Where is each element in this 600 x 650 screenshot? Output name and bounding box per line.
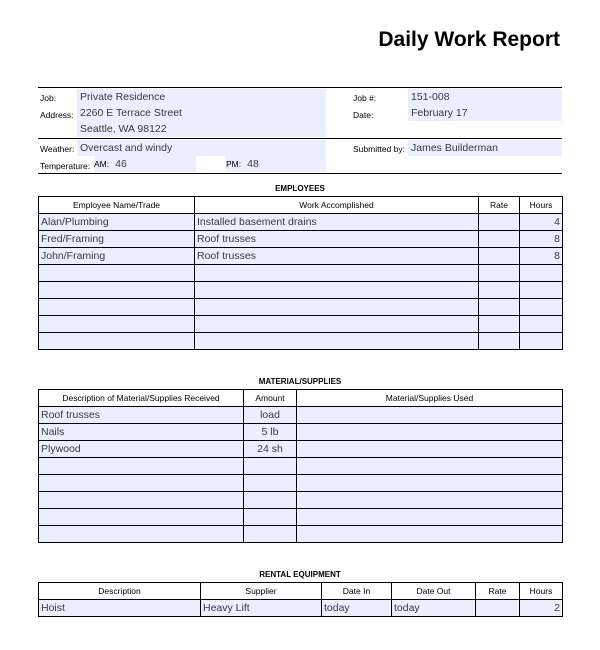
material-received-cell[interactable]: Nails bbox=[39, 424, 244, 441]
material-used-cell[interactable] bbox=[297, 424, 563, 441]
hours-cell[interactable] bbox=[520, 265, 563, 282]
column-header: Material/Supplies Used bbox=[297, 390, 563, 407]
amount-cell[interactable] bbox=[244, 526, 297, 543]
employee-name-cell[interactable] bbox=[39, 316, 195, 333]
hours-cell[interactable]: 8 bbox=[520, 248, 563, 265]
work-cell[interactable] bbox=[195, 316, 479, 333]
column-header: Amount bbox=[244, 390, 297, 407]
supplier-cell[interactable]: Heavy Lift bbox=[201, 600, 322, 617]
column-header: Date Out bbox=[392, 583, 476, 600]
employees-table bbox=[38, 196, 563, 350]
column-header: Employee Name/Trade bbox=[39, 197, 195, 214]
material-received-cell[interactable] bbox=[39, 492, 244, 509]
rental-table bbox=[38, 582, 563, 617]
hours-cell[interactable] bbox=[520, 299, 563, 316]
work-cell[interactable] bbox=[195, 299, 479, 316]
rate-cell[interactable] bbox=[479, 265, 520, 282]
rate-cell[interactable] bbox=[479, 333, 520, 350]
material-used-cell[interactable] bbox=[297, 526, 563, 543]
column-header: Description bbox=[39, 583, 201, 600]
table-header-row bbox=[39, 197, 563, 214]
temperature-am-field[interactable] bbox=[94, 156, 196, 172]
column-header: Rate bbox=[479, 197, 520, 214]
table-row bbox=[39, 424, 563, 441]
rate-cell[interactable] bbox=[476, 600, 520, 617]
rate-cell[interactable] bbox=[479, 282, 520, 299]
hours-cell[interactable]: 4 bbox=[520, 214, 563, 231]
work-cell[interactable] bbox=[195, 282, 479, 299]
table-row bbox=[39, 509, 563, 526]
material-used-cell[interactable] bbox=[297, 458, 563, 475]
table-row bbox=[39, 333, 563, 350]
column-header: Work Accomplished bbox=[195, 197, 479, 214]
table-row bbox=[39, 265, 563, 282]
material-used-cell[interactable] bbox=[297, 509, 563, 526]
column-header: Hours bbox=[520, 583, 563, 600]
rate-cell[interactable] bbox=[479, 299, 520, 316]
material-received-cell[interactable] bbox=[39, 475, 244, 492]
material-received-cell[interactable]: Plywood bbox=[39, 441, 244, 458]
temperature-pm-field[interactable] bbox=[226, 156, 326, 172]
materials-section-title: MATERIAL/SUPPLIES bbox=[258, 377, 342, 386]
hours-cell[interactable] bbox=[520, 333, 563, 350]
amount-cell[interactable] bbox=[244, 509, 297, 526]
employee-name-cell[interactable]: Alan/Plumbing bbox=[39, 214, 195, 231]
work-cell[interactable] bbox=[195, 333, 479, 350]
column-header: Supplier bbox=[201, 583, 322, 600]
header-mid-rule bbox=[38, 138, 562, 139]
material-received-cell[interactable] bbox=[39, 509, 244, 526]
address-label: Address: bbox=[40, 110, 74, 120]
material-received-cell[interactable]: Roof trusses bbox=[39, 407, 244, 424]
address-line2-field[interactable]: Seattle, WA 98122 bbox=[77, 121, 326, 137]
column-header: Description of Material/Supplies Received bbox=[39, 390, 244, 407]
amount-cell[interactable]: 5 lb bbox=[244, 424, 297, 441]
hours-cell[interactable] bbox=[520, 282, 563, 299]
rate-cell[interactable] bbox=[479, 214, 520, 231]
employee-name-cell[interactable] bbox=[39, 265, 195, 282]
material-received-cell[interactable] bbox=[39, 526, 244, 543]
amount-cell[interactable]: load bbox=[244, 407, 297, 424]
material-used-cell[interactable] bbox=[297, 441, 563, 458]
material-used-cell[interactable] bbox=[297, 492, 563, 509]
material-used-cell[interactable] bbox=[297, 407, 563, 424]
am-label: AM: bbox=[94, 159, 110, 169]
table-header-row bbox=[39, 390, 563, 407]
employee-name-cell[interactable]: John/Framing bbox=[39, 248, 195, 265]
hours-cell[interactable]: 2 bbox=[520, 600, 563, 617]
table-row bbox=[39, 299, 563, 316]
table-row bbox=[39, 248, 563, 265]
materials-table bbox=[38, 389, 563, 543]
amount-cell[interactable] bbox=[244, 458, 297, 475]
pm-value: 48 bbox=[247, 158, 259, 170]
table-row bbox=[39, 600, 563, 617]
table-row bbox=[39, 458, 563, 475]
header-bottom-rule bbox=[38, 173, 562, 174]
job-field[interactable]: Private Residence bbox=[77, 89, 326, 105]
table-row bbox=[39, 526, 563, 543]
column-header: Rate bbox=[476, 583, 520, 600]
job-number-label: Job #: bbox=[353, 93, 377, 103]
employee-name-cell[interactable]: Fred/Framing bbox=[39, 231, 195, 248]
employee-name-cell[interactable] bbox=[39, 333, 195, 350]
header-top-rule bbox=[38, 87, 562, 88]
date-out-cell[interactable]: today bbox=[392, 600, 476, 617]
table-row bbox=[39, 407, 563, 424]
date-field[interactable]: February 17 bbox=[408, 105, 562, 121]
rate-cell[interactable] bbox=[479, 248, 520, 265]
hours-cell[interactable] bbox=[520, 316, 563, 333]
equipment-description-cell[interactable]: Hoist bbox=[39, 600, 201, 617]
employee-name-cell[interactable] bbox=[39, 282, 195, 299]
employees-section-title: EMPLOYEES bbox=[275, 184, 325, 193]
date-in-cell[interactable]: today bbox=[322, 600, 392, 617]
submitted-by-label: Submitted by: bbox=[353, 144, 405, 154]
table-row bbox=[39, 214, 563, 231]
report-title: Daily Work Report bbox=[378, 28, 560, 51]
table-row bbox=[39, 492, 563, 509]
job-number-field[interactable]: 151-008 bbox=[408, 89, 562, 105]
submitted-by-field[interactable]: James Builderman bbox=[408, 140, 562, 156]
amount-cell[interactable] bbox=[244, 492, 297, 509]
work-cell[interactable] bbox=[195, 265, 479, 282]
column-header: Hours bbox=[520, 197, 563, 214]
amount-cell[interactable]: 24 sh bbox=[244, 441, 297, 458]
am-value: 46 bbox=[115, 158, 127, 170]
weather-label: Weather: bbox=[40, 144, 75, 154]
table-row bbox=[39, 231, 563, 248]
table-header-row bbox=[39, 583, 563, 600]
rental-section-title: RENTAL EQUIPMENT bbox=[259, 570, 341, 579]
work-cell[interactable]: Installed basement drains bbox=[195, 214, 479, 231]
table-row bbox=[39, 441, 563, 458]
material-used-cell[interactable] bbox=[297, 475, 563, 492]
pm-label: PM: bbox=[226, 159, 242, 169]
table-row bbox=[39, 316, 563, 333]
address-line1-field[interactable]: 2260 E Terrace Street bbox=[77, 105, 326, 121]
hours-cell[interactable]: 8 bbox=[520, 231, 563, 248]
table-row bbox=[39, 475, 563, 492]
work-cell[interactable]: Roof trusses bbox=[195, 248, 479, 265]
date-label: Date: bbox=[353, 110, 374, 120]
material-received-cell[interactable] bbox=[39, 458, 244, 475]
table-row bbox=[39, 282, 563, 299]
rate-cell[interactable] bbox=[479, 231, 520, 248]
column-header: Date In bbox=[322, 583, 392, 600]
job-label: Job: bbox=[40, 93, 57, 103]
rate-cell[interactable] bbox=[479, 316, 520, 333]
work-cell[interactable]: Roof trusses bbox=[195, 231, 479, 248]
temperature-label: Temperature: bbox=[40, 161, 91, 171]
weather-field[interactable]: Overcast and windy bbox=[77, 140, 326, 156]
employee-name-cell[interactable] bbox=[39, 299, 195, 316]
amount-cell[interactable] bbox=[244, 475, 297, 492]
